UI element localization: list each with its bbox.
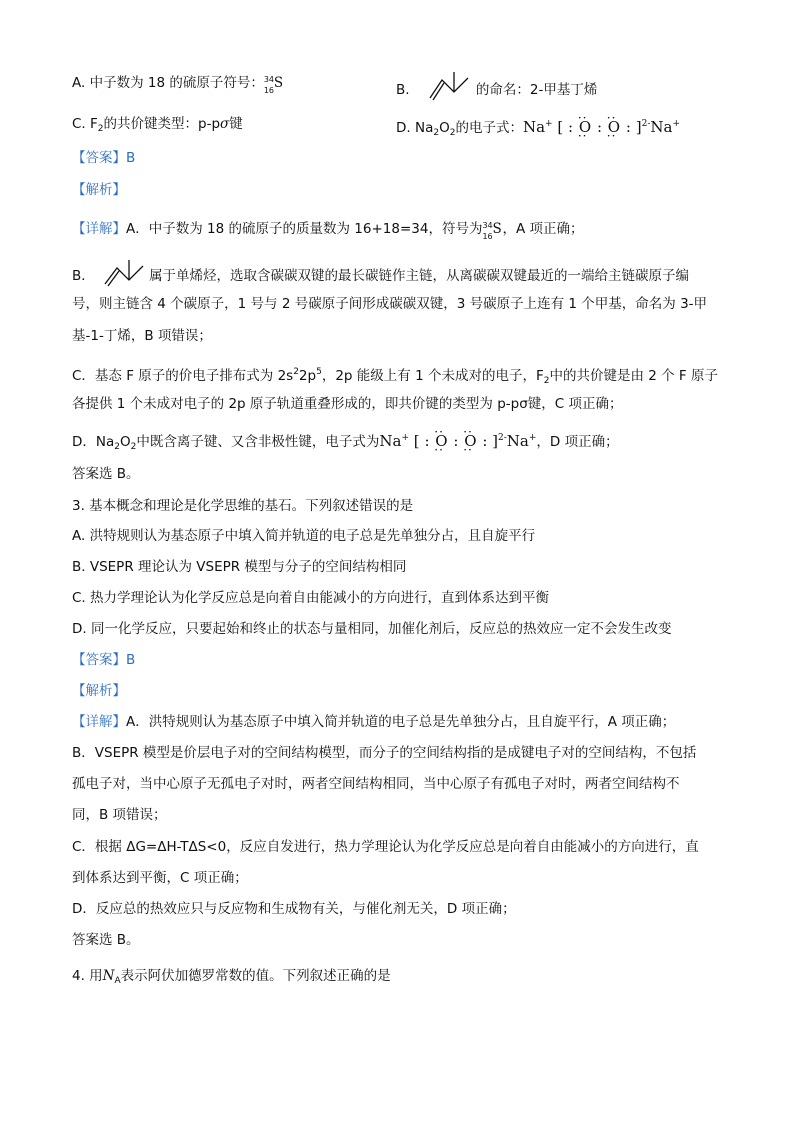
- oxygen-symbol: ·· O ··: [607, 117, 621, 137]
- q4-stem-post: 表示阿伏加德罗常数的值。下列叙述正确的是: [120, 968, 391, 984]
- option-b-text: 的命名：2-甲基丁烯: [475, 82, 598, 98]
- detail-b-text-2: 号，则主链含 4 个碳原子，1 号与 2 号碳原子间形成碳碳双键，3 号碳原子上连有 1 个甲基，命名为 3-甲: [72, 296, 708, 312]
- oxygen-symbol: O: [439, 120, 450, 136]
- element-symbol: S: [492, 221, 502, 237]
- subscript: 2: [433, 128, 440, 138]
- oxygen-symbol: ·· O ··: [463, 431, 477, 451]
- q3-detail-b-1: B．VSEPR 模型是价层电子对的空间结构模型，而分子的空间结构指的是成键电子对的空间结构，不包括: [72, 745, 697, 761]
- detail-b: [72, 260, 689, 288]
- q3-detail-d: D．反应总的热效应只与反应物和生成物有关，与催化剂无关，D 项正确；: [72, 901, 516, 917]
- detail-c-text-end: 中的共价键是由 2 个 F 原子: [549, 368, 718, 384]
- detail-c-text-post: ，2p 能级上有 1 个未成对的电子，F: [321, 368, 544, 384]
- subscript: A: [114, 976, 121, 986]
- avogadro-symbol: N: [102, 968, 115, 984]
- colon: :: [482, 432, 488, 450]
- oxygen-symbol: ·· O ··: [434, 431, 448, 451]
- detail-b-label: B．: [72, 268, 95, 284]
- q3-detail-c-1: C．根据 ΔG=ΔH-TΔS<0，反应自发进行，热力学理论认为化学反应总是向着自由能减小的方向进行，直: [72, 839, 699, 855]
- detail-c-text: C．基态 F 原子的价电子排布式为 2s: [72, 368, 294, 384]
- q3-detail-b-3: 同，B 项错误；: [72, 807, 167, 823]
- subscript: 2: [130, 442, 137, 452]
- q3-option-c: C. 热力学理论认为化学反应总是向着自由能减小的方向进行，直到体系达到平衡: [72, 590, 550, 606]
- plus-charge: +: [672, 119, 680, 129]
- option-d: [396, 114, 680, 143]
- bracket: ]: [492, 432, 499, 450]
- q3-analysis-label: [72, 681, 126, 701]
- plus-charge: +: [528, 433, 537, 443]
- q3-conclusion: 答案选 B。: [72, 932, 140, 948]
- q3-option-a: A. 洪特规则认为基态原子中填入简并轨道的电子总是先单独分占，且自旋平行: [72, 528, 536, 544]
- isotope-symbol: [482, 218, 502, 241]
- q3-answer-line: [72, 650, 135, 670]
- superscript: 2: [293, 367, 299, 377]
- option-c-text-2: 的共价键类型：p-p: [103, 116, 221, 132]
- option-b: [396, 72, 597, 102]
- subscript: 2: [543, 376, 550, 386]
- mass-number: 34: [482, 221, 493, 230]
- colon: :: [568, 118, 574, 136]
- sigma-symbol: σ: [220, 116, 230, 132]
- skeletal-formula-icon: [99, 260, 149, 288]
- conclusion: 答案选 B。: [72, 466, 140, 482]
- q3-detail-a-text: A．洪特规则认为基态原子中填入简并轨道的电子总是先单独分占，且自旋平行，A 项正确；: [126, 714, 676, 730]
- bracket: [: [557, 118, 564, 136]
- superscript: 5: [316, 367, 322, 377]
- plus-charge: +: [545, 119, 553, 129]
- mass-number: 34: [263, 75, 275, 84]
- detail-c-text-mid: 2p: [298, 368, 317, 384]
- electron-formula: [523, 118, 680, 136]
- question-3-stem: 3. 基本概念和理论是化学思维的基石。下列叙述错误的是: [72, 498, 414, 514]
- na-symbol: Na: [506, 432, 529, 450]
- na-symbol: Na: [379, 432, 402, 450]
- bracket: [: [413, 432, 420, 450]
- colon: :: [424, 432, 430, 450]
- charge: 2-: [498, 433, 507, 443]
- oxygen-symbol: O: [120, 434, 131, 450]
- detail-label: 【详解】: [72, 714, 126, 730]
- option-c: [72, 114, 243, 139]
- subscript: 2: [114, 442, 121, 452]
- colon: :: [625, 118, 631, 136]
- charge: 2-: [641, 119, 651, 129]
- analysis-label: [72, 180, 126, 200]
- subscript: 2: [449, 128, 456, 138]
- answer-value: B: [126, 652, 136, 668]
- na-symbol: Na: [522, 118, 546, 136]
- oxygen-symbol: ·· O ··: [578, 117, 592, 137]
- electron-formula: [379, 432, 536, 450]
- answer-line: [72, 148, 135, 168]
- plus-charge: +: [401, 433, 410, 443]
- detail-label: 【详解】: [72, 221, 126, 237]
- detail-d-text-mid: 中既含离子键、又含非极性键，电子式为: [136, 434, 380, 450]
- atomic-number: 16: [482, 232, 493, 241]
- q3-detail-a: [72, 712, 675, 732]
- colon: :: [453, 432, 459, 450]
- answer-value: B: [126, 150, 136, 166]
- option-a: [72, 72, 284, 93]
- isotope-symbol: [263, 72, 284, 95]
- option-a-text: A. 中子数为 18 的硫原子符号：: [72, 75, 264, 91]
- q3-option-d: D. 同一化学反应，只要起始和终止的状态与量相同，加催化剂后，反应总的热效应一定不会发生改变: [72, 621, 672, 637]
- option-c-text: C. F: [72, 116, 98, 132]
- detail-a-end: ，A 项正确；: [502, 221, 584, 237]
- q4-stem-pre: 4. 用: [72, 968, 103, 984]
- option-d-text: D. Na: [396, 120, 434, 136]
- detail-d-text: D．Na: [72, 434, 115, 450]
- option-d-text-2: 的电子式：: [455, 120, 523, 136]
- atomic-number: 16: [263, 86, 275, 95]
- element-symbol: S: [273, 75, 284, 91]
- option-b-label: B.: [396, 82, 410, 98]
- detail-a-text: A．中子数为 18 的硫原子的质量数为 16+18=34，符号为: [126, 221, 483, 237]
- detail-d: [72, 428, 619, 457]
- bracket: ]: [635, 118, 642, 136]
- skeletal-formula-icon: [424, 72, 476, 102]
- subscript: 2: [97, 124, 104, 134]
- q3-detail-c-2: 到体系达到平衡，C 项正确；: [72, 870, 248, 886]
- detail-b-text-3: 基-1-丁烯，B 项错误；: [72, 328, 212, 344]
- detail-c-1: [72, 362, 718, 391]
- detail-d-end: ，D 项正确；: [536, 434, 619, 450]
- q3-option-b: B. VSEPR 理论认为 VSEPR 模型与分子的空间结构相同: [72, 559, 407, 575]
- analysis-label-text: 【解析】: [72, 683, 126, 699]
- q3-detail-b-2: 孤电子对，当中心原子无孤电子对时，两者空间结构相同，当中心原子有孤电子对时，两者空间结构不: [72, 776, 680, 792]
- detail-a: [72, 218, 583, 239]
- option-c-text-3: 键: [229, 116, 243, 132]
- detail-b-text-1: 属于单烯烃，选取含碳碳双键的最长碳链作主链，从离碳碳双键最近的一端给主链碳原子编: [149, 268, 690, 284]
- answer-label: 【答案】: [72, 652, 126, 668]
- colon: :: [596, 118, 603, 136]
- answer-label: 【答案】: [72, 150, 126, 166]
- na-symbol: Na: [650, 118, 673, 136]
- detail-c-2: 各提供 1 个未成对电子的 2p 原子轨道重叠形成的，即共价键的类型为 p-pσ键，C 项正确；: [72, 396, 623, 412]
- question-4-stem: [72, 966, 391, 991]
- analysis-label-text: 【解析】: [72, 182, 126, 198]
